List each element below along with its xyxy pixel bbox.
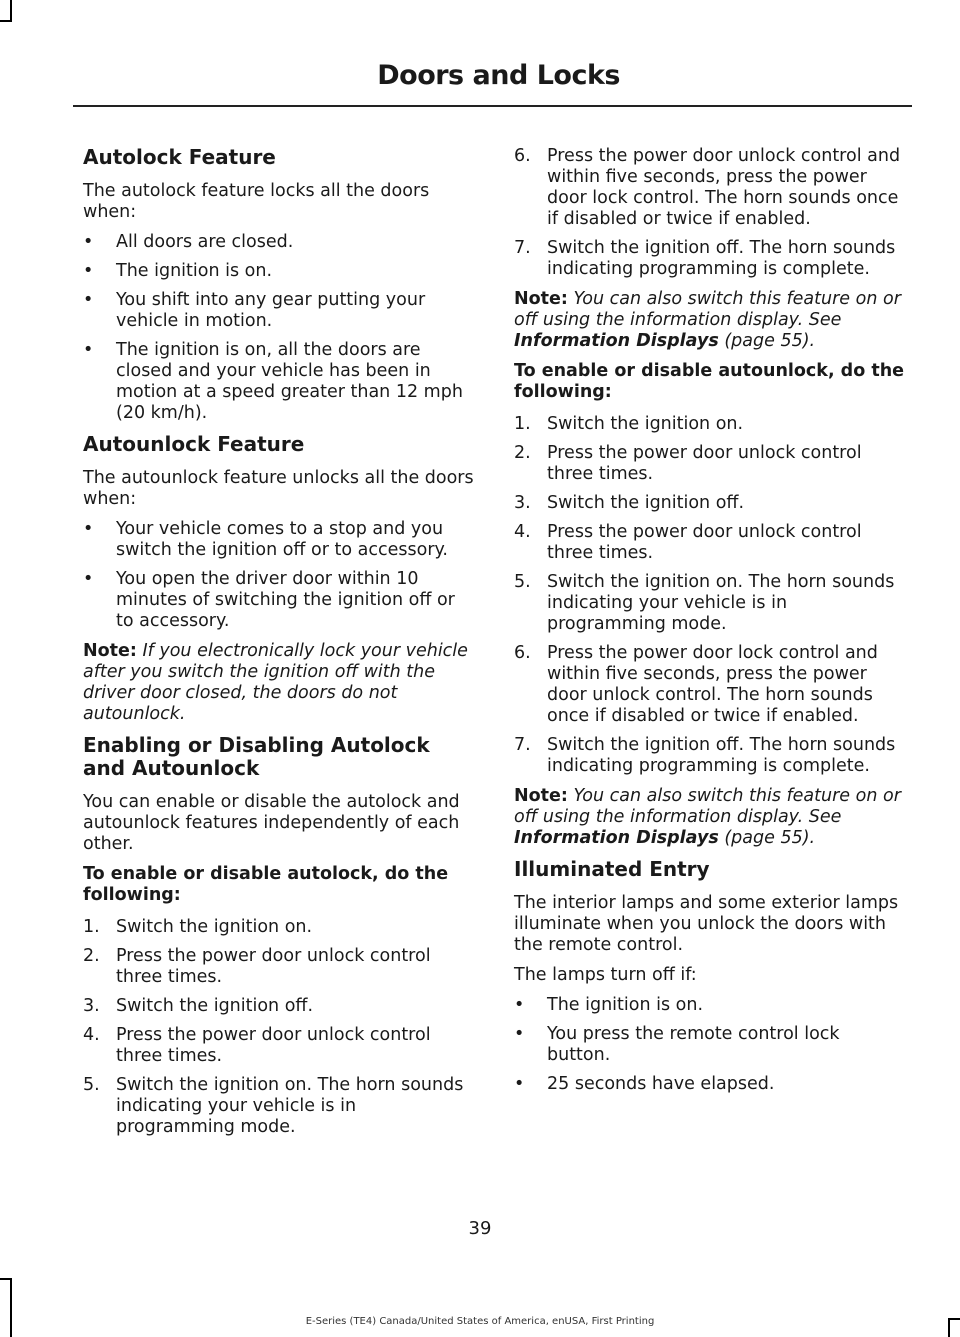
step-number: 2. [83,946,100,966]
right-column [514,146,908,1104]
page-number: 39 [468,1218,492,1239]
bullet-marker: • [83,261,94,281]
section-heading-autounlock: Autounlock Feature [83,432,305,456]
list-item: • Your vehicle comes to a stop and you switch the ignition off or to accessory. [83,519,448,560]
crop-mark [0,1278,12,1280]
bullet-marker: • [83,290,94,310]
note-text: If you electronically lock your vehicle after you switch the ignition off with the driver door closed, the doors do not autounlock. [83,641,468,724]
autounlock-steps-list [514,414,908,777]
bullet-marker: • [83,340,94,360]
cross-reference-link[interactable]: Information Displays [514,331,719,351]
step-item: 7. Switch the ignition off. The horn sounds indicating programming is complete. [514,238,896,279]
note-label: Note: [83,641,137,661]
list-item: • 25 seconds have elapsed. [514,1074,775,1094]
note-text: You can also switch this feature on or off using the information display. See [514,289,901,330]
bullet-marker: • [514,1074,525,1094]
step-item: 2. Press the power door unlock control three times. [514,443,862,484]
step-item: 1. Switch the ignition on. [514,414,744,434]
step-item: 5. Switch the ignition on. The horn sounds indicating your vehicle is in programming mode. [514,572,895,634]
page-reference: (page 55). [724,828,816,848]
list-item: • You open the driver door within 10 minutes of switching the ignition off or to accessory. [83,569,455,631]
step-number: 1. [514,414,531,434]
page-reference: (page 55). [724,331,816,351]
note-label: Note: [514,786,568,806]
step-number: 3. [83,996,100,1016]
section-heading-enabling: Enabling or Disabling Autolock and Autounlock [83,733,430,780]
step-number: 3. [514,493,531,513]
step-number: 4. [83,1025,100,1045]
bullet-marker: • [514,1024,525,1044]
step-number: 7. [514,238,531,258]
enabling-intro: You can enable or disable the autolock and autounlock features independently of each other. [83,792,460,854]
autounlock-intro: The autounlock feature unlocks all the doors when: [83,468,474,509]
list-item: • The ignition is on. [83,261,273,281]
step-number: 5. [83,1075,100,1095]
step-number: 7. [514,735,531,755]
step-number: 6. [514,146,531,166]
step-item: 6. Press the power door unlock control and within five seconds, press the power door lock control. The horn sounds once if disabled or twice if enabled. [514,146,901,229]
step-item: 6. Press the power door lock control and within five seconds, press the power door unlock control. The horn sounds once if disabled or twice if enabled. [514,643,878,726]
lamps-off-intro: The lamps turn off if: [514,965,697,985]
autolock-procedure-subheading: To enable or disable autolock, do the following: [83,864,449,905]
autounlock-conditions-list [83,519,475,632]
step-item: 4. Press the power door unlock control three times. [83,1025,431,1066]
bullet-marker: • [83,519,94,539]
bullet-marker: • [83,232,94,252]
cross-reference-link[interactable]: Information Displays [514,828,719,848]
illuminated-intro: The interior lamps and some exterior lamps illuminate when you unlock the doors with the remote control. [514,893,899,955]
step-item: 1. Switch the ignition on. [83,917,313,937]
section-heading-illuminated-entry: Illuminated Entry [514,857,710,881]
step-item: 4. Press the power door unlock control three times. [514,522,862,563]
lamps-off-conditions-list [514,995,908,1095]
autolock-steps-list [83,917,475,1138]
step-number: 4. [514,522,531,542]
step-item: 3. Switch the ignition off. [83,996,314,1016]
crop-mark [0,20,12,22]
autounlock-note [83,641,475,725]
list-item: • All doors are closed. [83,232,294,252]
autolock-intro: The autolock feature locks all the doors when: [83,181,430,222]
header-rule [73,105,912,107]
step-number: 2. [514,443,531,463]
step-item: 5. Switch the ignition on. The horn sounds indicating your vehicle is in programming mode. [83,1075,464,1137]
list-item: • You shift into any gear putting your vehicle in motion. [83,290,426,331]
list-item: • You press the remote control lock button. [514,1024,840,1065]
step-item: 7. Switch the ignition off. The horn sounds indicating programming is complete. [514,735,896,776]
autolock-note [514,289,908,352]
edition-footer: E-Series (TE4) Canada/United States of America, enUSA, First Printing [305,1316,655,1327]
bullet-marker: • [514,995,525,1015]
step-number: 5. [514,572,531,592]
autolock-steps-list-continued [514,146,908,280]
autounlock-note [514,786,908,849]
list-item: • The ignition is on, all the doors are closed and your vehicle has been in motion at a speed greater than 12 mph (20 km/h). [83,340,463,423]
left-column [83,146,475,1147]
autolock-conditions-list [83,232,475,424]
step-item: 3. Switch the ignition off. [514,493,745,513]
bullet-marker: • [83,569,94,589]
step-item: 2. Press the power door unlock control three times. [83,946,431,987]
autounlock-procedure-subheading: To enable or disable autounlock, do the following: [514,361,905,402]
note-label: Note: [514,289,568,309]
section-heading-autolock: Autolock Feature [83,145,276,169]
page-header-title: Doors and Locks [377,60,620,91]
step-number: 1. [83,917,100,937]
list-item: • The ignition is on. [514,995,704,1015]
note-text: You can also switch this feature on or off using the information display. See [514,786,901,827]
step-number: 6. [514,643,531,663]
crop-mark [10,0,12,22]
crop-mark [10,1278,12,1337]
